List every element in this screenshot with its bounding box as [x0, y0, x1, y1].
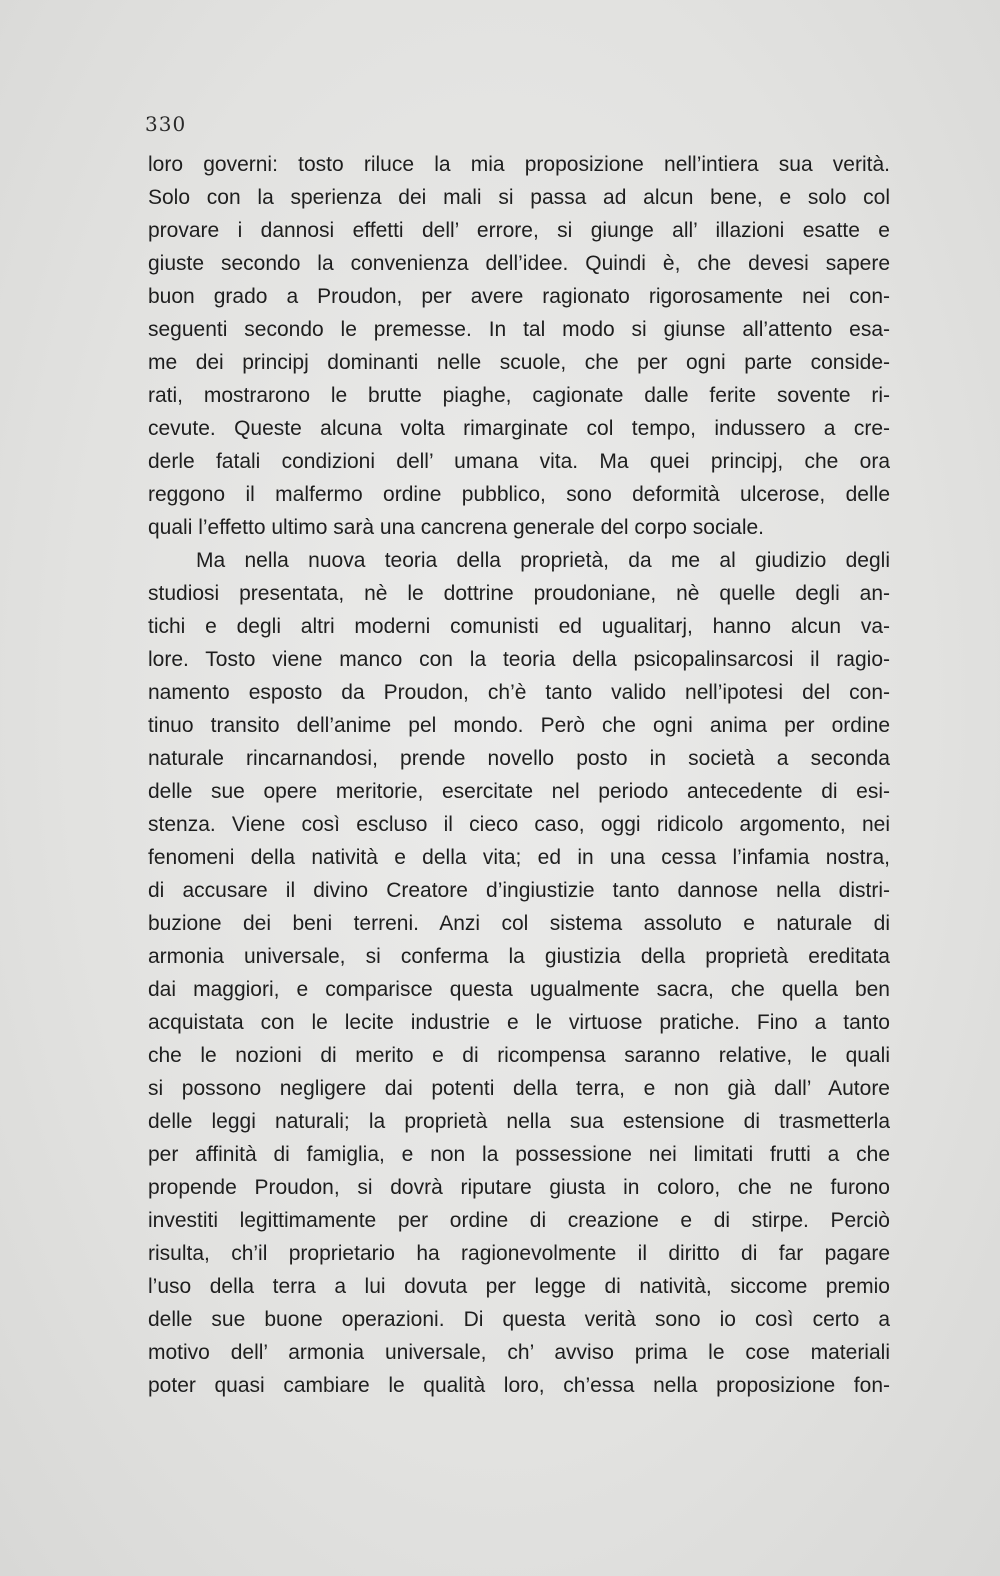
text-line: per affinità di famiglia, e non la possessione nei limitati frutti a che	[148, 1143, 890, 1166]
text-line: rati, mostrarono le brutte piaghe, cagionate dalle ferite sovente ri-	[148, 384, 890, 407]
text-line: l’uso della terra a lui dovuta per legge di natività, siccome premio	[148, 1275, 890, 1298]
text-line: lore. Tosto viene manco con la teoria della psicopalinsarcosi il ragio-	[148, 648, 890, 671]
text-line: stenza. Viene così escluso il cieco caso, oggi ridicolo argomento, nei	[148, 813, 890, 836]
text-line: poter quasi cambiare le qualità loro, ch’essa nella proposizione fon-	[148, 1374, 890, 1397]
text-line: motivo dell’ armonia universale, ch’ avviso prima le cose materiali	[148, 1341, 890, 1364]
text-line: Solo con la sperienza dei mali si passa ad alcun bene, e solo col	[148, 186, 890, 209]
text-line: reggono il malfermo ordine pubblico, sono deformità ulcerose, delle	[148, 483, 890, 506]
text-line: buon grado a Proudon, per avere ragionato rigorosamente nei con-	[148, 285, 890, 308]
text-line: quali l’effetto ultimo sarà una cancrena generale del corpo sociale.	[148, 516, 764, 539]
text-line: fenomeni della natività e della vita; ed in una cessa l’infamia nostra,	[148, 846, 890, 869]
text-line: armonia universale, si conferma la giustizia della proprietà ereditata	[148, 945, 890, 968]
text-line: tinuo transito dell’anime pel mondo. Però che ogni anima per ordine	[148, 714, 890, 737]
text-line: me dei principj dominanti nelle scuole, che per ogni parte conside-	[148, 351, 890, 374]
text-line: propende Proudon, si dovrà riputare giusta in coloro, che ne furono	[148, 1176, 890, 1199]
text-line: dai maggiori, e comparisce questa ugualmente sacra, che quella ben	[148, 978, 890, 1001]
text-line: naturale rincarnandosi, prende novello posto in società a seconda	[148, 747, 890, 770]
text-line: delle sue opere meritorie, esercitate nel periodo antecedente di esi-	[148, 780, 890, 803]
page-number: 330	[145, 112, 187, 136]
text-line: delle leggi naturali; la proprietà nella sua estensione di trasmetterla	[148, 1110, 890, 1133]
body-text	[148, 148, 890, 1402]
text-line: di accusare il divino Creatore d’ingiustizie tanto dannose nella distri-	[148, 879, 890, 902]
text-line: seguenti secondo le premesse. In tal modo si giunse all’attento esa-	[148, 318, 890, 341]
text-line: namento esposto da Proudon, ch’è tanto valido nell’ipotesi del con-	[148, 681, 890, 704]
text-line: cevute. Queste alcuna volta rimarginate col tempo, indussero a cre-	[148, 417, 890, 440]
text-line: studiosi presentata, nè le dottrine proudoniane, nè quelle degli an-	[148, 582, 890, 605]
text-line: provare i dannosi effetti dell’ errore, si giunge all’ illazioni esatte e	[148, 219, 890, 242]
text-line: buzione dei beni terreni. Anzi col sistema assoluto e naturale di	[148, 912, 890, 935]
text-line: derle fatali condizioni dell’ umana vita. Ma quei principj, che ora	[148, 450, 890, 473]
text-line: Ma nella nuova teoria della proprietà, da me al giudizio degli	[196, 549, 890, 572]
text-line: che le nozioni di merito e di ricompensa saranno relative, le quali	[148, 1044, 890, 1067]
text-line: delle sue buone operazioni. Di questa verità sono io così certo a	[148, 1308, 890, 1331]
text-line: tichi e degli altri moderni comunisti ed ugualitarj, hanno alcun va-	[148, 615, 890, 638]
text-line: loro governi: tosto riluce la mia proposizione nell’intiera sua verità.	[148, 153, 890, 176]
text-line: risulta, ch’il proprietario ha ragionevolmente il diritto di far pagare	[148, 1242, 890, 1265]
text-line: giuste secondo la convenienza dell’idee. Quindi è, che devesi sapere	[148, 252, 890, 275]
text-line: investiti legittimamente per ordine di creazione e di stirpe. Perciò	[148, 1209, 890, 1232]
text-line: si possono negligere dai potenti della terra, e non già dall’ Autore	[148, 1077, 890, 1100]
text-line: acquistata con le lecite industrie e le virtuose pratiche. Fino a tanto	[148, 1011, 890, 1034]
